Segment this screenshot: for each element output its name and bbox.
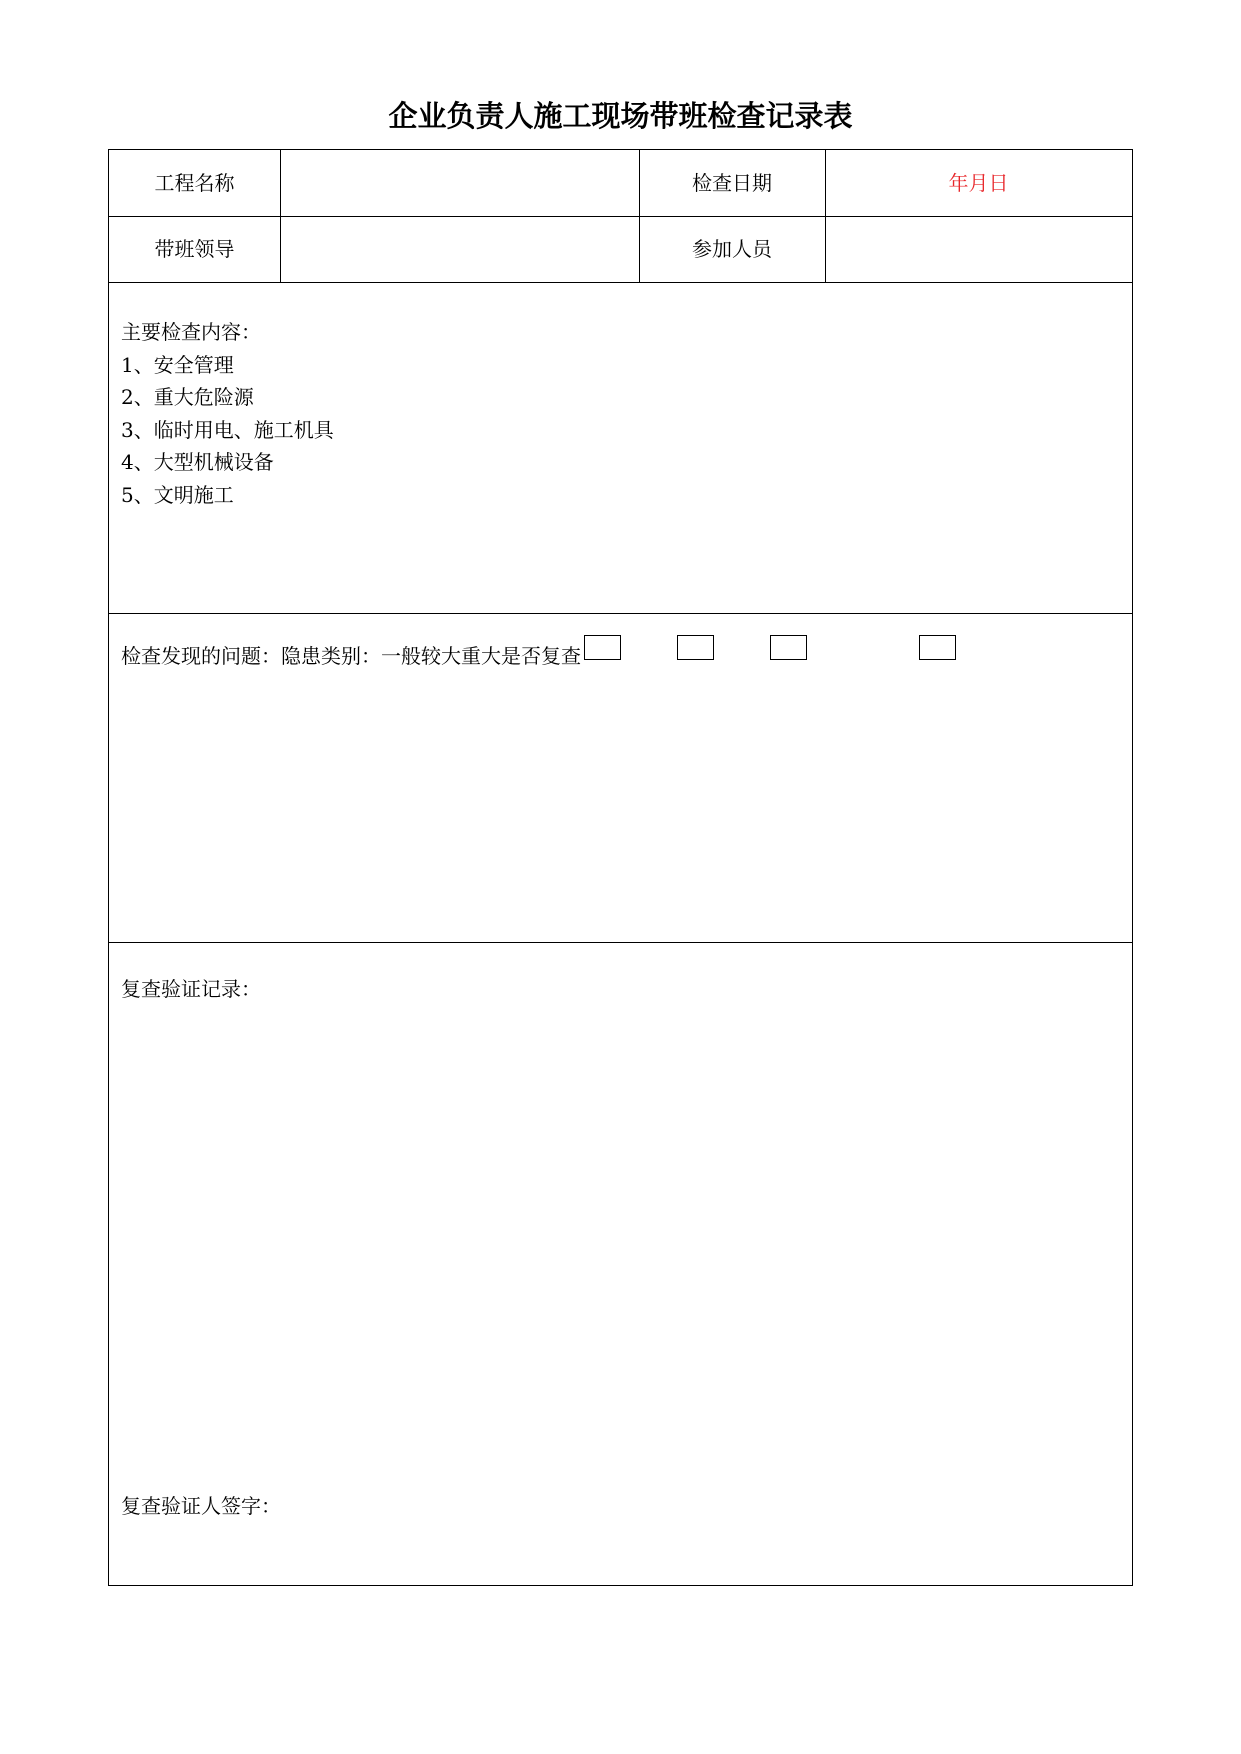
inspection-form-table	[108, 149, 1133, 1586]
main-content-section	[121, 316, 334, 511]
list-item: 3、临时用电、施工机具	[121, 417, 334, 442]
checkbox-major[interactable]	[677, 635, 714, 660]
row-divider	[109, 613, 1132, 614]
row-divider	[109, 282, 1132, 283]
checkbox-recheck[interactable]	[919, 635, 956, 660]
main-content-list	[121, 349, 334, 512]
issues-heading: 检查发现的问题：隐患类别：一般较大重大是否复查	[121, 644, 581, 668]
list-item: 5、文明施工	[121, 482, 234, 507]
participants-label: 参加人员	[692, 237, 772, 261]
row-divider	[109, 942, 1132, 943]
inspection-date-label: 检查日期	[692, 171, 772, 195]
checkbox-serious[interactable]	[770, 635, 807, 660]
main-content-heading: 主要检查内容：	[121, 320, 261, 344]
review-signature-label: 复查验证人签字：	[121, 1494, 281, 1518]
project-name-label: 工程名称	[154, 171, 235, 195]
list-item: 4、大型机械设备	[121, 450, 274, 474]
review-record-label: 复查验证记录：	[121, 977, 261, 1001]
column-divider	[280, 150, 281, 282]
page-title: 企业负责人施工现场带班检查记录表	[388, 99, 853, 133]
checkbox-general[interactable]	[584, 635, 621, 660]
list-item: 1、安全管理	[121, 352, 234, 377]
leader-label: 带班领导	[154, 237, 235, 261]
inspection-date-field[interactable]: 年月日	[948, 171, 1009, 195]
row-divider	[109, 216, 1132, 217]
list-item: 2、重大危险源	[121, 385, 254, 409]
